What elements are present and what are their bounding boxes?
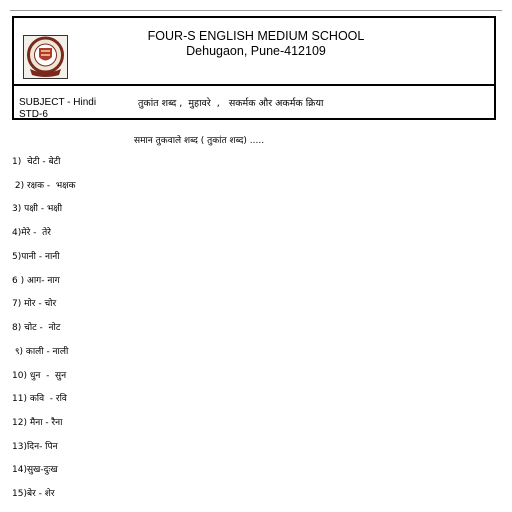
list-item: 4)मेरे - तेरे	[12, 228, 51, 238]
subject-label: SUBJECT - Hindi	[19, 97, 97, 108]
section-heading: समान तुकवाले शब्द ( तुकांत शब्द) .....	[134, 136, 265, 146]
list-item: 8) चोट - नोट	[12, 323, 61, 333]
school-address: Dehugaon, Pune-412109	[186, 44, 326, 58]
std-label: STD-6	[19, 109, 48, 120]
list-item: 12) मैना - रैना	[12, 418, 63, 428]
page-top-rule	[10, 10, 502, 11]
school-name: FOUR-S ENGLISH MEDIUM SCHOOL	[147, 29, 365, 43]
header-box	[12, 16, 496, 86]
list-item: 3) पक्षी - भक्षी	[12, 204, 63, 214]
subject-info-box	[12, 85, 496, 120]
list-item: 14)सुख-दुःख	[12, 465, 58, 475]
list-item: 13)दिन- पिन	[12, 442, 58, 452]
list-item: 11) कवि - रवि	[12, 394, 67, 404]
list-item: 10) धुन - सुन	[12, 371, 67, 381]
topic-label: तुकांत शब्द , मुहावरे , सकर्मक और अकर्मक क्रिया	[138, 98, 324, 109]
list-item: 6 ) आग- नाग	[12, 276, 60, 286]
list-item: 7) मोर - चोर	[12, 299, 57, 309]
list-item: 15)बेर - शेर	[12, 489, 55, 499]
list-item: 1) चेटी - बेटी	[12, 157, 61, 167]
list-item: ९) काली - नाली	[12, 347, 69, 357]
list-item: 5)पानी - नानी	[12, 252, 60, 262]
list-item: 2) रक्षक - भक्षक	[12, 181, 76, 191]
